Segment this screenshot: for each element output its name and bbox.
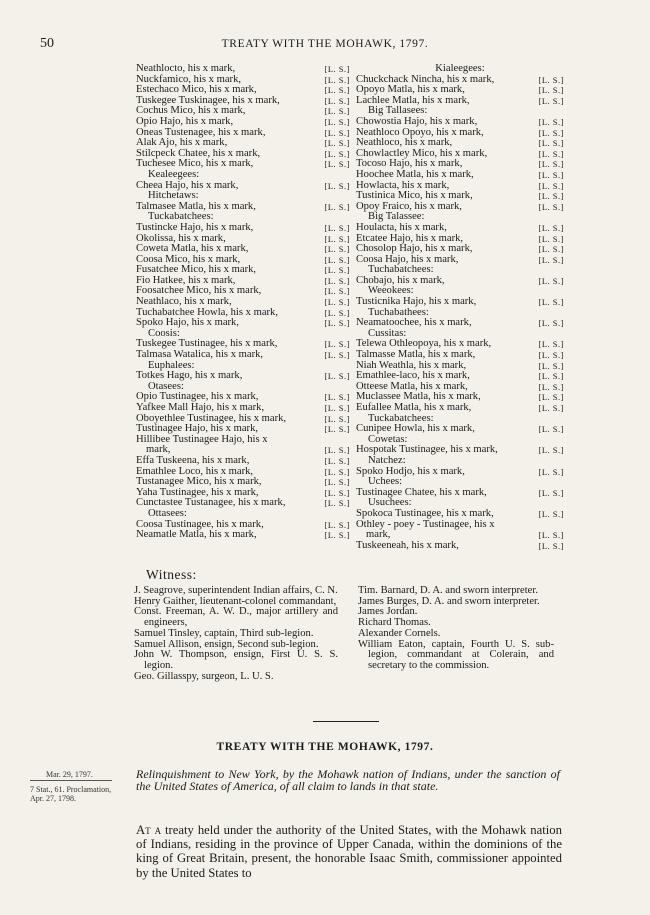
witness-entry: James Jordan. — [358, 606, 418, 618]
signatory-name: Tuchabatchee Howla, his x mark, — [136, 306, 279, 318]
signatory-name: Opio Hajo, his x mark, — [136, 115, 234, 127]
witness-entry: John W. Thompson, ensign, First U. S. S. legion. — [134, 649, 338, 671]
signatory-name: mark, — [146, 444, 171, 456]
signatory-name: Etcatee Hajo, his x mark, — [356, 232, 464, 244]
body-lead: At a — [136, 823, 162, 837]
signatory-entry — [136, 223, 350, 234]
signatory-name: Opio Tustinagee, his x mark, — [136, 391, 259, 403]
signatory-name: Tustinagee Chatee, his x mark, — [356, 486, 487, 498]
witness-entry: Samuel Allison, ensign, Second sub-legion. — [134, 638, 319, 650]
signatory-name: Emathlee Loco, his x mark, — [136, 465, 254, 477]
town-heading: Kialeegees: — [435, 63, 485, 74]
signatory-entry — [136, 117, 350, 128]
town-heading: Kealeegees: — [148, 168, 200, 180]
seal-mark: [L. S.] — [538, 169, 564, 180]
seal-mark: [L. S.] — [538, 222, 564, 233]
signatory-name: Chosolop Hajo, his x mark, — [356, 243, 473, 255]
witness-left-list — [134, 586, 338, 682]
signatory-entry — [356, 445, 564, 456]
seal-mark: [L. S.] — [538, 127, 564, 138]
signatory-name: Tuchesee Mico, his x mark, — [136, 158, 254, 170]
body-text: treaty held under the authority of the United States, with the Mohawk nation of Indians, residing in the province of Upper Canada, within the dominions of the king of Great Britain, present, the honorable Isaac Smith, commissioner appointed by the United States to — [136, 823, 562, 880]
town-heading: Big Talassee: — [368, 211, 425, 223]
seal-mark: [L. S.] — [538, 180, 564, 191]
signatory-name: Othley - poey - Tustinagee, his x — [356, 518, 495, 530]
signatory-name: Talmasa Watalica, his x mark, — [136, 349, 264, 361]
signatory-name: Chowlactley Mico, his x mark, — [356, 147, 488, 159]
seal-mark: [L. S.] — [538, 381, 564, 392]
signatory-entry — [356, 403, 564, 414]
signatory-entry — [356, 117, 564, 128]
seal-mark: [L. S.] — [324, 138, 350, 149]
seal-mark: [L. S.] — [324, 265, 350, 276]
seal-mark: [L. S.] — [538, 360, 564, 371]
signatory-name: Cunipee Howla, his x mark, — [356, 423, 475, 435]
seal-mark: [L. S.] — [324, 477, 350, 488]
margin-date: Mar. 29, 1797. — [46, 770, 93, 779]
signatory-name: Chobajo, his x mark, — [356, 274, 445, 286]
seal-mark: [L. S.] — [538, 116, 564, 127]
section-divider — [313, 721, 379, 722]
seal-mark: [L. S.] — [538, 445, 564, 456]
signatory-name: Coosa Hajo, his x mark, — [356, 253, 459, 265]
signatory-entry — [136, 181, 350, 192]
signatory-name: Tustinagee Hajo, his x mark, — [136, 423, 259, 435]
signatory-entry — [356, 509, 564, 520]
signatory-entry — [356, 223, 564, 234]
signatory-entry — [356, 424, 564, 435]
signatory-name: Fio Hatkee, his x mark, — [136, 274, 236, 286]
seal-mark: [L. S.] — [538, 318, 564, 329]
signatory-name: Nuckfamico, his x mark, — [136, 73, 242, 85]
signatory-entry — [356, 170, 564, 181]
signatory-entry — [356, 541, 564, 552]
seal-mark: [L. S.] — [324, 455, 350, 466]
seal-mark: [L. S.] — [538, 371, 564, 382]
signatory-entry — [136, 371, 350, 382]
signatory-name: Yafkee Mall Hajo, his x mark, — [136, 402, 265, 413]
seal-mark: [L. S.] — [324, 487, 350, 498]
seal-mark: [L. S.] — [324, 392, 350, 403]
seal-mark: [L. S.] — [538, 487, 564, 498]
signatory-name: Tustanagee Mico, his x mark, — [136, 476, 262, 488]
town-heading: Uchees: — [368, 476, 403, 488]
signatory-name: Alak Ajo, his x mark, — [136, 137, 228, 149]
treaty-body — [136, 823, 562, 880]
seal-mark: [L. S.] — [324, 350, 350, 361]
town-heading: Tuchabathees: — [368, 306, 429, 318]
seal-mark: [L. S.] — [324, 530, 350, 541]
seal-mark: [L. S.] — [324, 424, 350, 435]
signatory-name: Hospotak Tustinagee, his x mark, — [356, 444, 498, 456]
signatory-entry — [356, 255, 564, 266]
witness-right-list — [358, 586, 554, 672]
witness-heading: Witness: — [146, 567, 197, 582]
signatory-entry — [356, 318, 564, 329]
seal-mark: [L. S.] — [324, 127, 350, 138]
seal-mark: [L. S.] — [324, 297, 350, 308]
witness-entry: J. Seagrove, superintendent Indian affairs, C. N. — [134, 585, 338, 596]
seal-mark: [L. S.] — [324, 254, 350, 265]
seal-mark: [L. S.] — [538, 297, 564, 308]
signatory-entry — [356, 467, 564, 478]
seal-mark: [L. S.] — [538, 95, 564, 106]
margin-reference: 7 Stat., 61. Proclamation, Apr. 27, 1798. — [30, 785, 112, 803]
seal-mark: [L. S.] — [324, 275, 350, 286]
seal-mark: [L. S.] — [324, 307, 350, 318]
seal-mark: [L. S.] — [324, 85, 350, 96]
witness-entry: Alexander Cornels. — [358, 627, 441, 639]
signatory-name: Neathlaco, his x mark, — [136, 296, 232, 308]
town-heading: Weeokees: — [368, 285, 414, 297]
seal-mark: [L. S.] — [324, 519, 350, 530]
seal-mark: [L. S.] — [324, 445, 350, 456]
signatory-entry — [136, 456, 350, 467]
seal-mark: [L. S.] — [538, 339, 564, 350]
seal-mark: [L. S.] — [324, 159, 350, 170]
seal-mark: [L. S.] — [324, 95, 350, 106]
signatory-name: Okolissa, his x mark, — [136, 232, 226, 244]
signatory-name: Tustinica Mico, his x mark, — [356, 190, 473, 202]
town-heading: Natchez: — [368, 454, 406, 466]
signatory-name: Talmasee Matla, his x mark, — [136, 200, 256, 212]
signatory-name: Estechaco Mico, his x mark, — [136, 84, 257, 96]
signatory-entry — [136, 403, 350, 414]
margin-rule — [30, 780, 112, 781]
signatory-name: Emathlee-laco, his x mark, — [356, 370, 470, 382]
signatory-name: Tusticnika Hajo, his x mark, — [356, 296, 477, 308]
signatory-entry — [356, 96, 564, 107]
signatory-name: Tuskegee Tuskinagee, his x mark, — [136, 94, 280, 106]
seal-mark: [L. S.] — [538, 530, 564, 541]
signatory-name: Cochus Mico, his x mark, — [136, 105, 246, 117]
seal-mark: [L. S.] — [324, 244, 350, 255]
signatory-name: Chuckchack Nincha, his x mark, — [356, 73, 495, 85]
witness-entry: James Burges, D. A. and sworn interpreter. — [358, 595, 540, 607]
seal-mark: [L. S.] — [538, 138, 564, 149]
signatory-entry — [136, 318, 350, 329]
seal-mark: [L. S.] — [324, 106, 350, 117]
signatory-name: Tuskegee Tustinagee, his x mark, — [136, 338, 278, 350]
signatory-entry — [136, 159, 350, 170]
seal-mark: [L. S.] — [324, 222, 350, 233]
signatory-entry — [356, 202, 564, 213]
seal-mark: [L. S.] — [324, 116, 350, 127]
signatory-name: Eufallee Matla, his x mark, — [356, 402, 472, 413]
signatory-name: Spoko Hodjo, his x mark, — [356, 465, 465, 477]
signatory-name: Oneas Tustenagee, his x mark, — [136, 126, 266, 138]
town-heading: Otasees: — [148, 380, 184, 392]
signatory-name: Talmasse Matla, his x mark, — [356, 349, 476, 361]
witness-entry: Samuel Tinsley, captain, Third sub-legion. — [134, 627, 314, 639]
seal-mark: [L. S.] — [324, 286, 350, 297]
signatory-name: Spokoca Tustinagee, his x mark, — [356, 507, 494, 519]
seal-mark: [L. S.] — [538, 403, 564, 413]
signatory-name: Cheea Hajo, his x mark, — [136, 179, 239, 191]
seal-mark: [L. S.] — [324, 64, 350, 74]
signatory-name: mark, — [366, 529, 391, 541]
treaty-title: TREATY WITH THE MOHAWK, 1797. — [216, 741, 434, 753]
seal-mark: [L. S.] — [538, 85, 564, 96]
seal-mark: [L. S.] — [538, 424, 564, 435]
signatory-name: Hoochee Matla, his x mark, — [356, 168, 474, 180]
signatory-name: Yaha Tustinagee, his x mark, — [136, 486, 259, 498]
signatory-name: Neamatoochee, his x mark, — [356, 317, 472, 329]
signatory-name: Neathloco, his x mark, — [356, 137, 453, 149]
signatory-name: Neathloco Opoyo, his x mark, — [356, 126, 484, 138]
signatory-name: Cunctastee Tustanagee, his x mark, — [136, 497, 286, 509]
town-heading: Hitchetaws: — [148, 190, 199, 202]
signatory-entry — [356, 276, 564, 287]
signatory-name: Tocoso Hajo, his x mark, — [356, 158, 463, 170]
signatory-name: Coosa Mico, his x mark, — [136, 253, 241, 265]
seal-mark: [L. S.] — [538, 233, 564, 244]
seal-mark: [L. S.] — [538, 275, 564, 286]
signatory-entry — [356, 488, 564, 499]
signatory-name: Neamatle Matla, his x mark, — [136, 529, 257, 541]
seal-mark: [L. S.] — [324, 403, 350, 413]
seal-mark: [L. S.] — [538, 159, 564, 170]
signatures-left-column — [136, 64, 350, 541]
town-heading: Euphalees: — [148, 359, 195, 371]
witness-entry: Const. Freeman, A. W. D., major artillery and engineers, — [134, 606, 338, 629]
signatory-name: Niah Weathla, his x mark, — [356, 359, 467, 371]
seal-mark: [L. S.] — [538, 350, 564, 361]
town-heading: Cussitas: — [368, 327, 407, 339]
seal-mark: [L. S.] — [538, 540, 564, 551]
seal-mark: [L. S.] — [324, 498, 350, 509]
witness-entry: William Eaton, captain, Fourth U. S. sub-legion, commandant at Colerain, and secretary to the commission. — [358, 638, 554, 671]
seal-mark: [L. S.] — [324, 148, 350, 159]
town-heading: Cowetas: — [368, 433, 408, 445]
signatory-entry — [136, 64, 350, 75]
witness-entry: Tim. Barnard, D. A. and sworn interpreter. — [358, 585, 538, 596]
seal-mark: [L. S.] — [538, 244, 564, 255]
page-number: 50 — [40, 36, 54, 51]
signatory-entry — [356, 297, 564, 308]
signatory-name: Otteese Matla, his x mark, — [356, 380, 468, 392]
signatory-name: Stilcpeck Chatee, his x mark, — [136, 147, 261, 159]
signatory-name: Telewa Othleopoya, his x mark, — [356, 338, 492, 350]
seal-mark: [L. S.] — [324, 339, 350, 350]
signatory-name: Tustincke Hajo, his x mark, — [136, 221, 254, 233]
town-heading: Ottasees: — [148, 507, 187, 519]
signatory-entry — [136, 498, 350, 509]
signatory-name: Spoko Hajo, his x mark, — [136, 317, 239, 329]
seal-mark: [L. S.] — [538, 191, 564, 202]
town-heading: Usuchees: — [368, 497, 412, 509]
signatory-name: Neathlocto, his x mark, — [136, 63, 236, 74]
town-heading: Tuckabatchees: — [368, 412, 434, 424]
seal-mark: [L. S.] — [324, 318, 350, 329]
seal-mark: [L. S.] — [324, 201, 350, 212]
signatory-name: Hillibee Tustinagee Hajo, his x — [136, 433, 268, 445]
seal-mark: [L. S.] — [324, 466, 350, 477]
witness-entry: Henry Gaither, lieutenant-colonel commandant, — [134, 595, 337, 607]
seal-mark: [L. S.] — [538, 254, 564, 265]
seal-mark: [L. S.] — [324, 413, 350, 424]
town-heading: Coosis: — [148, 327, 180, 339]
seal-mark: [L. S.] — [324, 74, 350, 85]
seal-mark: [L. S.] — [324, 180, 350, 191]
seal-mark: [L. S.] — [324, 371, 350, 382]
witness-entry: Richard Thomas. — [358, 617, 431, 629]
town-heading: Big Tallasees: — [368, 105, 428, 117]
running-head: TREATY WITH THE MOHAWK, 1797. — [221, 38, 429, 50]
seal-mark: [L. S.] — [538, 466, 564, 477]
signatory-name: Howlacta, his x mark, — [356, 179, 450, 191]
signatory-name: Opoy Fraico, his x mark, — [356, 200, 462, 212]
signatory-name: Tuskeeneah, his x mark, — [356, 539, 459, 551]
signatory-name: Opoyo Matla, his x mark, — [356, 84, 465, 96]
witness-entry: Geo. Gillasspy, surgeon, L. U. S. — [134, 670, 274, 682]
signatory-name: Totkes Hago, his x mark, — [136, 370, 243, 382]
seal-mark: [L. S.] — [324, 233, 350, 244]
seal-mark: [L. S.] — [538, 392, 564, 403]
signatory-name: Coweta Matla, his x mark, — [136, 243, 249, 255]
signatory-entry — [136, 530, 350, 541]
town-heading: Tuchabatchees: — [368, 264, 434, 276]
seal-mark: [L. S.] — [538, 148, 564, 159]
signatory-name: Coosa Tustinagee, his x mark, — [136, 518, 264, 530]
signatory-entry — [136, 350, 350, 361]
signatory-name: Houlacta, his x mark, — [356, 221, 447, 233]
signatures-right-column — [356, 64, 564, 551]
signatory-entry — [136, 202, 350, 213]
seal-mark: [L. S.] — [538, 508, 564, 519]
signatory-name: Lachlee Matla, his x mark, — [356, 94, 470, 106]
signatory-name: Fusatchee Mico, his x mark, — [136, 264, 257, 276]
signatory-name: Foosatchee Mico, his x mark, — [136, 285, 262, 297]
signatory-name: Muclassee Matla, his x mark, — [356, 391, 481, 403]
signatory-name: Oboyethlee Tustinagee, his x mark, — [136, 412, 287, 424]
town-heading: Tuckabatchees: — [148, 211, 214, 223]
seal-mark: [L. S.] — [538, 201, 564, 212]
signatory-name: Chowostia Hajo, his x mark, — [356, 115, 478, 127]
treaty-subtitle: Relinquishment to New York, by the Mohawk nation of Indians, under the sanction of the United States of America, of all claim to lands in that state. — [136, 767, 560, 794]
signatory-name: Effa Tuskeena, his x mark, — [136, 454, 250, 466]
seal-mark: [L. S.] — [538, 74, 564, 85]
